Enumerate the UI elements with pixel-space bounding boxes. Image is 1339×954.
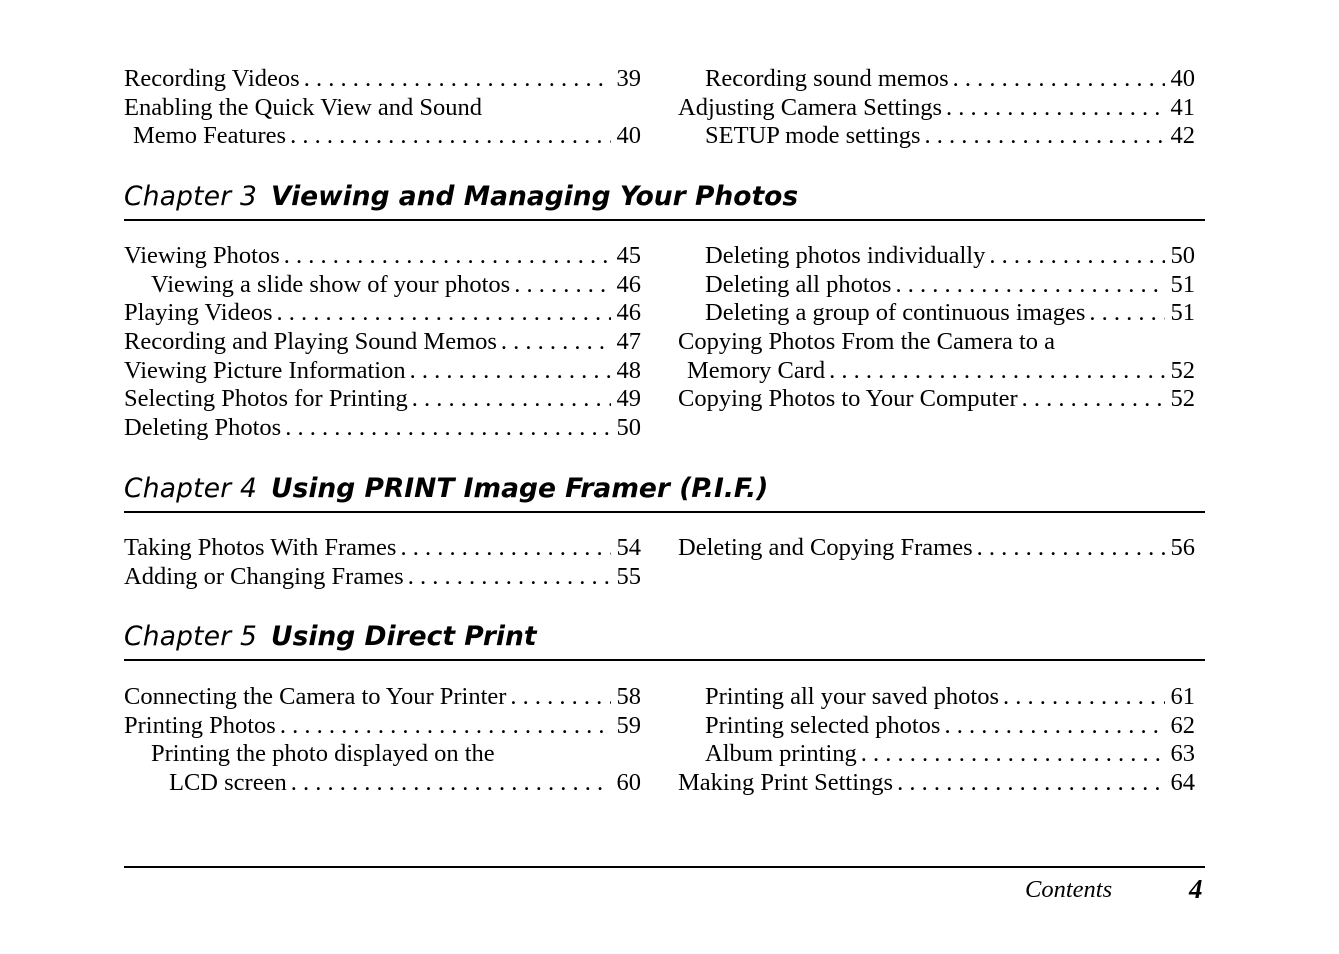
toc-entry-title: Adding or Changing Frames [124, 563, 408, 592]
toc-entry-title: Viewing Picture Information [124, 357, 410, 386]
toc-entry-title: Making Print Settings [678, 769, 897, 798]
toc-entry-title: Recording Videos [124, 65, 304, 94]
toc-entry-title: LCD screen [169, 769, 291, 798]
toc-entry-page: 41 [1165, 94, 1196, 123]
dot-leader [408, 563, 611, 592]
toc-entry-title: Deleting and Copying Frames [678, 534, 977, 563]
toc-entry [124, 769, 641, 798]
chapter-number: Chapter 3 [124, 181, 258, 212]
toc-entry-page: 42 [1165, 122, 1196, 151]
toc-entry [678, 122, 1195, 151]
dot-leader [1022, 385, 1165, 414]
dot-leader [285, 414, 610, 443]
dot-leader [925, 122, 1165, 151]
toc-entry-page: 49 [611, 385, 642, 414]
toc-entry [678, 534, 1195, 563]
toc-entry [124, 683, 641, 712]
toc-entry-page: 59 [611, 712, 642, 741]
toc-entry-title: Printing the photo displayed on the [151, 740, 499, 769]
toc-entry [124, 328, 641, 357]
dot-leader [510, 683, 610, 712]
chapter-number: Chapter 5 [124, 621, 258, 652]
dot-leader [291, 769, 611, 798]
toc-entry-page: 46 [611, 299, 642, 328]
toc-entry-title: Recording and Playing Sound Memos [124, 328, 501, 357]
toc-entry-page: 64 [1165, 769, 1196, 798]
toc-entry-page: 47 [611, 328, 642, 357]
toc-block-chapter-5 [124, 683, 1205, 799]
toc-column-left [124, 65, 641, 151]
toc-entry-page: 52 [1165, 385, 1196, 414]
toc-entry-page: 40 [1165, 65, 1196, 94]
toc-entry-title: Viewing Photos [124, 242, 284, 271]
toc-entry-title: Printing all your saved photos [705, 683, 1003, 712]
toc-entry-title: Viewing a slide show of your photos [151, 271, 514, 300]
toc-entry-page: 55 [611, 563, 642, 592]
toc-entry-title: Adjusting Camera Settings [678, 94, 946, 123]
dot-leader [1003, 683, 1165, 712]
toc-entry-page: 40 [611, 122, 642, 151]
chapter-heading-5 [124, 621, 1205, 661]
toc-entry [678, 94, 1195, 123]
toc-entry [678, 357, 1195, 386]
toc-entry [124, 534, 641, 563]
footer-section-label: Contents [1025, 876, 1113, 903]
toc-entry-title: Copying Photos to Your Computer [678, 385, 1022, 414]
dot-leader [897, 769, 1164, 798]
dot-leader [989, 242, 1164, 271]
toc-entry [124, 299, 641, 328]
toc-entry-title: Selecting Photos for Printing [124, 385, 412, 414]
dot-leader [412, 385, 611, 414]
toc-entry [124, 65, 641, 94]
dot-leader [946, 94, 1164, 123]
toc-entry [124, 385, 641, 414]
toc-entry [678, 65, 1195, 94]
toc-entry-page: 50 [1165, 242, 1196, 271]
toc-entry-page: 60 [611, 769, 642, 798]
toc-column-left [124, 683, 641, 798]
dot-leader [284, 242, 611, 271]
toc-entry-page: 46 [611, 271, 642, 300]
toc-entry [124, 122, 641, 151]
toc-entry [678, 242, 1195, 271]
dot-leader [304, 65, 611, 94]
toc-entry [678, 740, 1195, 769]
toc-entry [124, 94, 641, 123]
toc-entry [124, 712, 641, 741]
toc-entry-title: Connecting the Camera to Your Printer [124, 683, 510, 712]
toc-entry [124, 357, 641, 386]
toc-column-right [678, 65, 1195, 151]
toc-column-left [124, 534, 641, 591]
toc-entry-page: 50 [611, 414, 642, 443]
toc-entry-title: Enabling the Quick View and Sound [124, 94, 486, 123]
toc-entry-page: 52 [1165, 357, 1196, 386]
chapter-title: Using PRINT Image Framer (P.I.F.) [271, 473, 769, 504]
toc-entry-page: 54 [611, 534, 642, 563]
dot-leader [400, 534, 610, 563]
dot-leader [977, 534, 1165, 563]
toc-block-chapter-3 [124, 242, 1205, 444]
toc-block-top [124, 65, 1205, 152]
toc-entry-title: Playing Videos [124, 299, 276, 328]
dot-leader [895, 271, 1164, 300]
toc-entry [678, 328, 1195, 357]
footer-page-number: 4 [1189, 874, 1203, 904]
dot-leader [1089, 299, 1164, 328]
dot-leader [514, 271, 610, 300]
toc-entry [124, 563, 641, 592]
chapter-heading-3 [124, 181, 1205, 221]
dot-leader [829, 357, 1164, 386]
toc-entry-page: 62 [1165, 712, 1196, 741]
dot-leader [410, 357, 611, 386]
toc-column-left [124, 242, 641, 443]
dot-leader [276, 299, 610, 328]
toc-entry-title: Deleting all photos [705, 271, 895, 300]
toc-entry-page: 45 [611, 242, 642, 271]
toc-entry-page: 51 [1165, 271, 1196, 300]
toc-entry-page: 56 [1165, 534, 1196, 563]
toc-entry-title: Deleting photos individually [705, 242, 989, 271]
toc-entry-page: 63 [1165, 740, 1196, 769]
toc-entry-title: Recording sound memos [705, 65, 953, 94]
dot-leader [861, 740, 1165, 769]
toc-entry [678, 683, 1195, 712]
toc-entry [678, 299, 1195, 328]
dot-leader [944, 712, 1164, 741]
toc-entry-title: Printing selected photos [705, 712, 944, 741]
toc-entry-page: 39 [611, 65, 642, 94]
toc-entry-title: Memory Card [687, 357, 829, 386]
chapter-title: Using Direct Print [271, 621, 537, 652]
toc-entry-page: 51 [1165, 299, 1196, 328]
toc-entry-title: Deleting Photos [124, 414, 285, 443]
footer-rule [124, 866, 1205, 868]
toc-entry [678, 769, 1195, 798]
chapter-title: Viewing and Managing Your Photos [271, 181, 799, 212]
dot-leader [280, 712, 611, 741]
toc-entry-title: Deleting a group of continuous images [705, 299, 1089, 328]
toc-entry [124, 740, 641, 769]
dot-leader [501, 328, 611, 357]
toc-entry-title: Taking Photos With Frames [124, 534, 400, 563]
toc-column-right [678, 683, 1195, 798]
dot-leader [953, 65, 1165, 94]
toc-entry [124, 414, 641, 443]
toc-entry-page: 48 [611, 357, 642, 386]
toc-entry [678, 271, 1195, 300]
toc-entry [124, 271, 641, 300]
toc-entry-title: SETUP mode settings [705, 122, 925, 151]
dot-leader [290, 122, 610, 151]
toc-entry-title: Copying Photos From the Camera to a [678, 328, 1059, 357]
toc-entry [678, 385, 1195, 414]
toc-block-chapter-4 [124, 534, 1205, 592]
toc-entry-title: Memo Features [133, 122, 290, 151]
toc-entry-title: Printing Photos [124, 712, 280, 741]
toc-entry-title: Album printing [705, 740, 861, 769]
toc-entry-page: 58 [611, 683, 642, 712]
toc-entry [124, 242, 641, 271]
toc-entry [678, 712, 1195, 741]
toc-entry-page: 61 [1165, 683, 1196, 712]
chapter-heading-4 [124, 473, 1205, 513]
toc-column-right [678, 242, 1195, 414]
chapter-number: Chapter 4 [124, 473, 258, 504]
toc-column-right [678, 534, 1195, 563]
